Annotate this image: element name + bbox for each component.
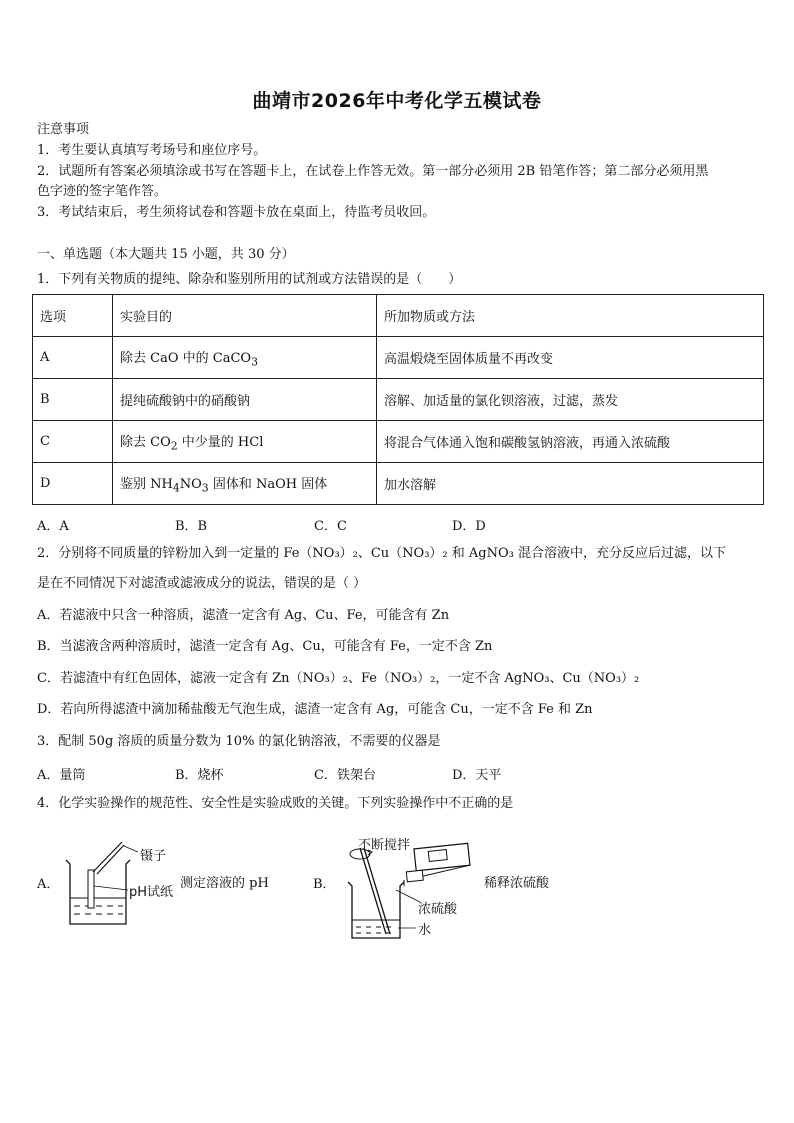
table-cell-method: 将混合气体通入饱和碳酸氢钠溶液，再通入浓硫酸 (377, 421, 764, 463)
option-b[interactable]: B．当滤液含两种溶质时，滤渣一定含有 Ag、Cu，可能含有 Fe，一定不含 Zn (37, 639, 493, 654)
acid-label: 浓硫酸 (418, 902, 458, 917)
question-2-stem: 是在不同情况下对滤渣或滤液成分的说法，错误的是（ ） (37, 576, 367, 591)
option-d[interactable]: D．若向所得滤渣中滴加稀盐酸无气泡生成，滤渣一定含有 Ag，可能含 Cu，一定不含 Fe 和 Zn (37, 702, 593, 717)
question-3-stem: 3．配制 50g 溶质的质量分数为 10% 的氯化钠溶液，不需要的仪器是 (37, 734, 441, 749)
note-item: 色字迹的签字笔作答。 (37, 184, 168, 199)
table-cell-method: 高温煅烧至固体质量不再改变 (377, 337, 764, 379)
table-row (33, 463, 764, 505)
question-3-options (37, 764, 737, 782)
option-d[interactable]: D．天平 (452, 768, 502, 783)
option-a[interactable]: A．量筒 (37, 768, 86, 783)
table-row (33, 379, 764, 421)
option-c[interactable]: C．若滤渣中有红色固体，滤液一定含有 Zn（NO₃）₂、Fe（NO₃）₂，一定不含 AgNO₃、Cu（NO₃）₂ (37, 671, 640, 686)
table-header-cell: 实验目的 (113, 295, 377, 337)
option-b[interactable]: B．烧杯 (175, 768, 224, 783)
section-heading: 一、单选题（本大题共 15 小题，共 30 分） (37, 247, 295, 262)
option-c[interactable]: C．C (314, 519, 347, 534)
option-a[interactable]: A．A (37, 519, 69, 534)
ph-paper-label: pH试纸 (129, 885, 174, 900)
option-c[interactable]: C．铁架台 (314, 768, 376, 783)
option-b[interactable]: B．B (175, 519, 208, 534)
note-item: 3．考试结束后，考生须将试卷和答题卡放在桌面上，待监考员收回。 (37, 205, 436, 220)
stir-label: 不断搅拌 (358, 838, 411, 853)
question-1-stem: 1．下列有关物质的提纯、除杂和鉴别所用的试剂或方法错误的是（ ） (37, 272, 462, 287)
option-b-letter[interactable]: B． (313, 877, 336, 892)
table-cell-option: C (33, 421, 113, 463)
question-4-stem: 4．化学实验操作的规范性、安全性是实验成败的关键。下列实验操作中不正确的是 (37, 796, 514, 811)
table-row (33, 421, 764, 463)
table-cell-method: 溶解、加适量的氯化钡溶液，过滤，蒸发 (377, 379, 764, 421)
option-a-caption: 测定溶液的 pH (180, 876, 269, 891)
question-1-table (32, 294, 764, 505)
table-cell-option: B (33, 379, 113, 421)
table-cell-option: D (33, 463, 113, 505)
table-cell-goal: 除去 $CO_2$ 中少量的 HCl (113, 421, 377, 463)
water-label: 水 (418, 923, 432, 938)
note-item: 1．考生要认真填写考场号和座位序号。 (37, 143, 267, 158)
table-row (33, 337, 764, 379)
option-a-letter[interactable]: A． (37, 877, 60, 892)
table-header-row (33, 295, 764, 337)
table-cell-goal: 除去 CaO 中的 CaCO$_3$ (113, 337, 377, 379)
tweezers-label: 镊子 (140, 849, 167, 864)
page-title: 曲靖市2026年中考化学五模试卷 (252, 90, 542, 112)
question-1-options (37, 515, 737, 533)
table-header-cell: 选项 (33, 295, 113, 337)
table-cell-goal: 鉴别 $NH_4NO_3$ 固体和 NaOH 固体 (113, 463, 377, 505)
table-cell-method: 加水溶解 (377, 463, 764, 505)
table-header-cell: 所加物质或方法 (377, 295, 764, 337)
notes-heading: 注意事项 (37, 122, 90, 137)
option-d[interactable]: D．D (452, 519, 486, 534)
question-2-stem: 2．分别将不同质量的锌粉加入到一定量的 Fe（NO₃）₂、Cu（NO₃）₂ 和 AgNO₃ 混合溶液中，充分反应后过滤，以下 (37, 546, 726, 561)
option-a[interactable]: A．若滤液中只含一种溶质，滤渣一定含有 Ag、Cu、Fe，可能含有 Zn (37, 608, 450, 623)
table-cell-goal: 提纯硫酸钠中的硝酸钠 (113, 379, 377, 421)
option-b-caption: 稀释浓硫酸 (484, 876, 550, 891)
note-item: 2．试题所有答案必须填涂或书写在答题卡上，在试卷上作答无效。第一部分必须用 2B 铅笔作答；第二部分必须用黑 (37, 164, 709, 179)
table-cell-option: A (33, 337, 113, 379)
